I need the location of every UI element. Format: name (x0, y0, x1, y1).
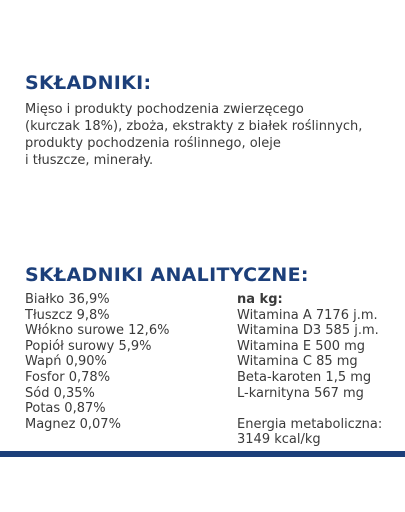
additives-list (237, 292, 382, 448)
bottom-band (0, 451, 405, 457)
nutrient-item: Białko 36,9% (25, 292, 110, 307)
additive-item: Witamina C 85 mg (237, 354, 358, 370)
additive-item: Witamina A 7176 j.m. (237, 307, 378, 323)
nutrient-item: Włókno surowe 12,6% (25, 323, 170, 339)
per-kg-heading: na kg: (237, 292, 283, 307)
ingredients-line: produkty pochodzenia roślinnego, oleje (25, 136, 281, 151)
list-spacer (237, 401, 382, 417)
ingredients-text (25, 101, 395, 169)
nutrient-item: Magnez 0,07% (25, 416, 121, 432)
ingredients-line: (kurczak 18%), zboża, ekstrakty z białek roślinnych, (25, 119, 363, 134)
ingredients-line: Mięso i produkty pochodzenia zwierzęcego (25, 102, 304, 117)
energy-label: Energia metaboliczna: (237, 416, 383, 432)
nutrient-item: Sód 0,35% (25, 385, 95, 401)
nutrient-item: Potas 0,87% (25, 401, 106, 417)
nutrient-item: Tłuszcz 9,8% (25, 307, 110, 323)
analytical-heading: SKŁADNIKI ANALITYCZNE: (25, 264, 309, 286)
nutrient-item: Popiół surowy 5,9% (25, 338, 152, 354)
nutrient-list (25, 292, 169, 432)
additive-item: L-karnityna 567 mg (237, 385, 364, 401)
ingredients-line: i tłuszcze, minerały. (25, 153, 154, 168)
nutrient-item: Wapń 0,90% (25, 354, 107, 370)
additive-item: Beta-karoten 1,5 mg (237, 369, 372, 385)
energy-value: 3149 kcal/kg (237, 432, 321, 448)
nutrient-item: Fosfor 0,78% (25, 369, 111, 385)
additive-item: Witamina E 500 mg (237, 338, 366, 354)
ingredients-heading: SKŁADNIKI: (25, 72, 152, 94)
additive-item: Witamina D3 585 j.m. (237, 323, 379, 339)
